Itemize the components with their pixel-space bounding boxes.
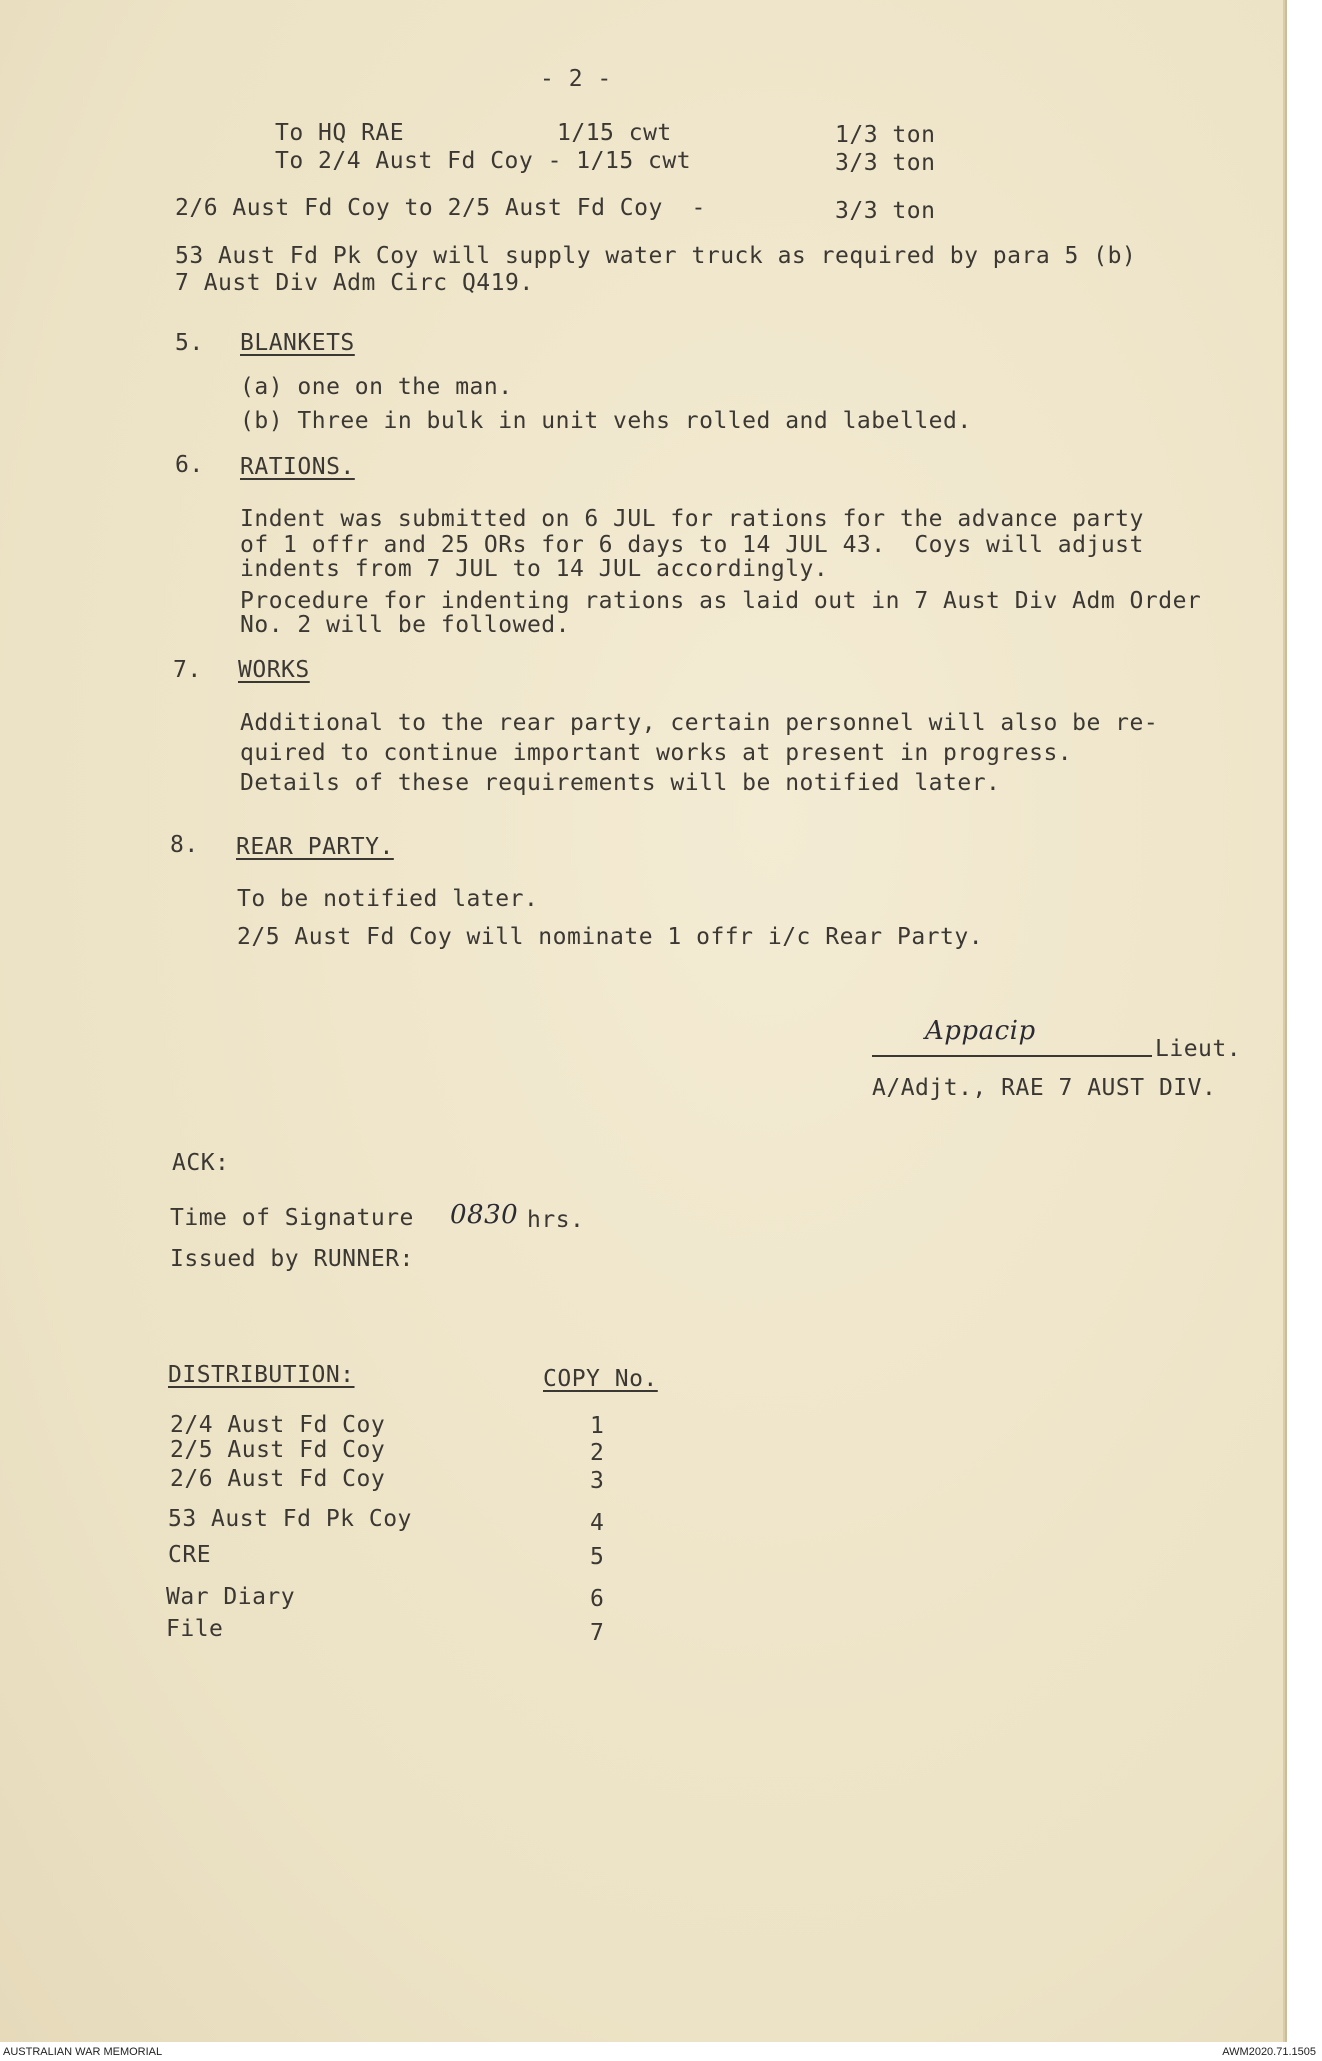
transport-row-2-left: To 2/4 Aust Fd Coy - 1/15 cwt: [275, 148, 692, 174]
distribution-copy: 2: [590, 1440, 605, 1466]
section-6-line-3: indents from 7 JUL to 14 JUL accordingly.: [240, 556, 829, 582]
section-7-line-1: Additional to the rear party, certain personnel will also be re-: [240, 710, 1159, 736]
distribution-unit: CRE: [168, 1542, 212, 1568]
distribution-copy: 7: [590, 1620, 605, 1646]
transport-row-1-left: To HQ RAE: [275, 120, 405, 146]
section-6-line-2: of 1 offr and 25 ORs for 6 days to 14 JUL 43. Coys will adjust: [240, 532, 1144, 558]
signature-rank: Lieut.: [1155, 1036, 1242, 1062]
section-6-line-5: No. 2 will be followed.: [240, 612, 570, 638]
signature-line: [872, 1055, 1152, 1057]
distribution-copy: 6: [590, 1586, 605, 1612]
distribution-copy: 1: [590, 1413, 605, 1439]
section-6-title: RATIONS.: [240, 454, 355, 480]
page-number: - 2 -: [540, 66, 612, 92]
distribution-unit: 2/6 Aust Fd Coy: [170, 1466, 386, 1492]
section-5-item-b: (b) Three in bulk in unit vehs rolled and labelled.: [240, 408, 972, 434]
water-truck-line-1: 53 Aust Fd Pk Coy will supply water truck as required by para 5 (b): [175, 243, 1137, 269]
section-8-title: REAR PARTY.: [236, 834, 394, 860]
distribution-unit: 2/5 Aust Fd Coy: [170, 1437, 386, 1463]
section-7-number: 7.: [173, 657, 202, 683]
section-7-title: WORKS: [238, 657, 310, 683]
water-truck-line-2: 7 Aust Div Adm Circ Q419.: [175, 270, 534, 296]
time-of-signature-label: Time of Signature: [170, 1205, 414, 1231]
distribution-copy: 4: [590, 1510, 605, 1536]
distribution-unit: 53 Aust Fd Pk Coy: [168, 1506, 412, 1532]
distribution-unit: 2/4 Aust Fd Coy: [170, 1412, 386, 1438]
section-8-line-1: To be notified later.: [237, 886, 539, 912]
section-8-line-2: 2/5 Aust Fd Coy will nominate 1 offr i/c Rear Party.: [237, 924, 984, 950]
section-7-line-3: Details of these requirements will be notified later.: [240, 770, 1001, 796]
time-of-signature-value: 0830: [450, 1200, 519, 1230]
section-5-item-a: (a) one on the man.: [240, 374, 513, 400]
section-6-number: 6.: [175, 452, 204, 478]
footer-reference: AWM2020.71.1505: [1222, 2046, 1316, 2058]
section-5-title: BLANKETS: [240, 330, 355, 356]
copy-number-header: COPY No.: [543, 1366, 658, 1392]
distribution-header: DISTRIBUTION:: [168, 1362, 355, 1388]
section-6-line-4: Procedure for indenting rations as laid out in 7 Aust Div Adm Order: [240, 588, 1202, 614]
page-edge: [1285, 0, 1287, 2042]
section-5-number: 5.: [175, 330, 204, 356]
transport-row-3-right: 3/3 ton: [835, 198, 936, 224]
signature-title: A/Adjt., RAE 7 AUST DIV.: [872, 1075, 1217, 1101]
distribution-unit: War Diary: [166, 1584, 296, 1610]
transport-row-3-left: 2/6 Aust Fd Coy to 2/5 Aust Fd Coy -: [175, 195, 706, 221]
transport-row-2-right: 3/3 ton: [835, 150, 936, 176]
footer-institution: AUSTRALIAN WAR MEMORIAL: [3, 2046, 163, 2058]
section-8-number: 8.: [170, 832, 199, 858]
distribution-unit: File: [166, 1616, 224, 1642]
time-of-signature-suffix: hrs.: [527, 1207, 585, 1233]
distribution-copy: 5: [590, 1544, 605, 1570]
ack-label: ACK:: [172, 1150, 230, 1176]
section-7-line-2: quired to continue important works at present in progress.: [240, 740, 1073, 766]
section-6-line-1: Indent was submitted on 6 JUL for rations for the advance party: [240, 506, 1144, 532]
transport-row-1-mid: 1/15 cwt: [557, 120, 672, 146]
signature-scrawl: Appacip: [925, 1016, 1036, 1046]
transport-row-1-right: 1/3 ton: [835, 122, 936, 148]
issued-by: Issued by RUNNER:: [170, 1246, 414, 1272]
distribution-copy: 3: [590, 1468, 605, 1494]
